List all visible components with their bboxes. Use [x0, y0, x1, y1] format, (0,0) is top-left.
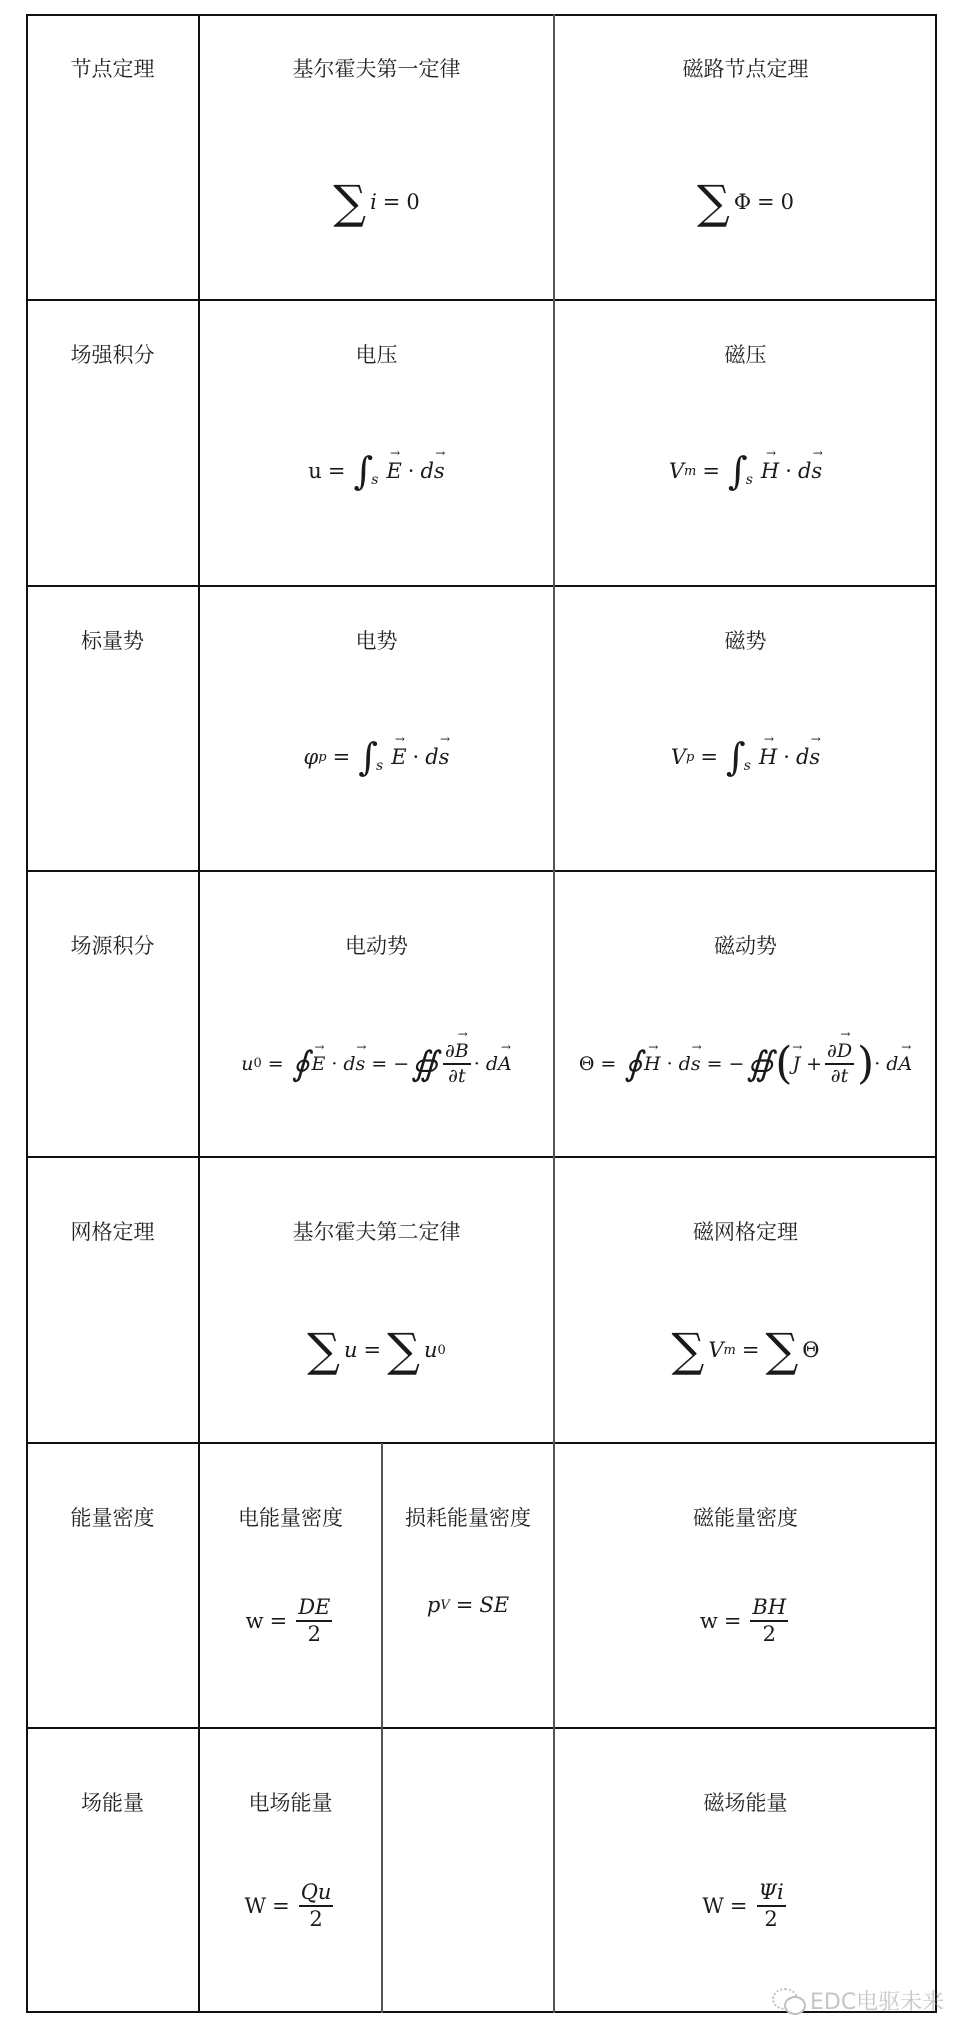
magnetic-formula: w = $\frac{BH}{2}$ — [699, 1595, 787, 1647]
fraction: $\frac{\Psi i}{2}$ — [758, 1880, 784, 1932]
row-2-electric-cell — [199, 300, 554, 586]
magnetic-title: 磁网格定理 — [693, 1220, 798, 1244]
magnetic-title: 磁动势 — [714, 934, 777, 958]
magnetic-title: 磁场能量 — [703, 1791, 788, 1815]
row-1-magnetic-cell — [554, 14, 937, 300]
row-6-category-cell — [26, 1443, 199, 1728]
magnetic-title: 磁路节点定理 — [682, 57, 809, 81]
row-7-category-cell — [26, 1728, 199, 2013]
row-4-category-cell — [26, 871, 199, 1157]
row-5-electric-cell — [199, 1157, 554, 1443]
row-3-magnetic-cell — [554, 586, 937, 871]
fraction: $\frac{BH}{2}$ — [752, 1595, 787, 1647]
magnetic-title: 磁压 — [724, 343, 767, 367]
magnetic-formula: W = $\frac{\Psi i}{2}$ — [702, 1880, 784, 1932]
electric-title: 基尔霍夫第二定律 — [292, 1220, 461, 1244]
electric-formula: w = $\frac{DE}{2}$ — [245, 1595, 331, 1647]
wechat-icon — [772, 1988, 806, 2014]
row-3-electric-cell — [199, 586, 554, 871]
row-5-magnetic-cell — [554, 1157, 937, 1443]
electric-formula: φ p = ∫ s → E · d → s — [199, 738, 554, 776]
row-2-magnetic-cell — [554, 300, 937, 586]
category-label: 标量势 — [81, 629, 144, 653]
magnetic-formula: ∑ V m = ∑ Θ — [671, 1323, 820, 1377]
magnetic-title: 磁势 — [724, 629, 767, 653]
row-6-loss-cell — [382, 1443, 554, 1728]
row-6-electric-cell — [199, 1443, 382, 1728]
electric-formula: ∑ i = 0 — [333, 175, 420, 229]
row-6-magnetic-cell — [554, 1443, 937, 1728]
electric-title: 电能量密度 — [238, 1506, 343, 1530]
category-label: 场强积分 — [70, 343, 155, 367]
magnetic-formula: V m = ∫ s → H · d → s — [554, 452, 937, 490]
magnetic-formula: Θ = ∮ → H · d → s = − ∯ ( → J + $\frac{\partial\to D}{\partial t}$ ) · d → A — [554, 1041, 937, 1087]
fraction: $\frac{Qu}{2}$ — [300, 1880, 332, 1932]
category-label: 场能量 — [81, 1791, 144, 1815]
electric-formula: W = $\frac{Qu}{2}$ — [244, 1880, 332, 1932]
loss-formula: p V = S E — [426, 1593, 510, 1617]
watermark-text: EDC电驱未来 — [810, 1990, 945, 2015]
electric-title: 电场能量 — [248, 1791, 333, 1815]
category-label: 网格定理 — [70, 1220, 155, 1244]
sum-symbol: ∑ — [333, 175, 367, 229]
row-4-magnetic-cell — [554, 871, 937, 1157]
magnetic-title: 磁能量密度 — [693, 1506, 798, 1530]
category-label: 能量密度 — [70, 1506, 155, 1530]
electric-title: 基尔霍夫第一定律 — [292, 57, 461, 81]
electric-title: 电压 — [355, 343, 398, 367]
electric-formula: u = ∫ s → E · d → s — [199, 452, 554, 490]
watermark — [772, 1985, 944, 2016]
fraction: $\frac{\partial\to D}{\partial t}$ — [825, 1041, 854, 1087]
row-3-category-cell — [26, 586, 199, 871]
magnetic-formula: ∑ Φ = 0 — [696, 175, 795, 229]
row-1-category-cell — [26, 14, 199, 300]
category-label: 节点定理 — [70, 57, 155, 81]
category-label: 场源积分 — [70, 934, 155, 958]
electric-title: 电势 — [355, 629, 398, 653]
electric-title: 电动势 — [345, 934, 408, 958]
row-5-category-cell — [26, 1157, 199, 1443]
row-1-electric-cell — [199, 14, 554, 300]
electric-formula: u 0 = ∮ → E · d → s = − ∯ $\frac{\partial\to B}{\partial t}$ · d → A — [199, 1041, 554, 1087]
loss-title: 损耗能量密度 — [405, 1506, 531, 1530]
electric-formula: ∑ u = ∑ u 0 — [307, 1323, 446, 1377]
fraction: $\frac{DE}{2}$ — [298, 1595, 331, 1647]
magnetic-formula: V p = ∫ s → H · d → s — [554, 738, 937, 776]
row-7-electric-cell — [199, 1728, 382, 2013]
fraction: $\frac{\partial\to B}{\partial t}$ — [443, 1041, 471, 1087]
row-4-electric-cell — [199, 871, 554, 1157]
row-7-magnetic-cell — [554, 1728, 937, 2013]
row-2-category-cell — [26, 300, 199, 586]
row-7-loss-cell-empty — [382, 1728, 554, 2013]
